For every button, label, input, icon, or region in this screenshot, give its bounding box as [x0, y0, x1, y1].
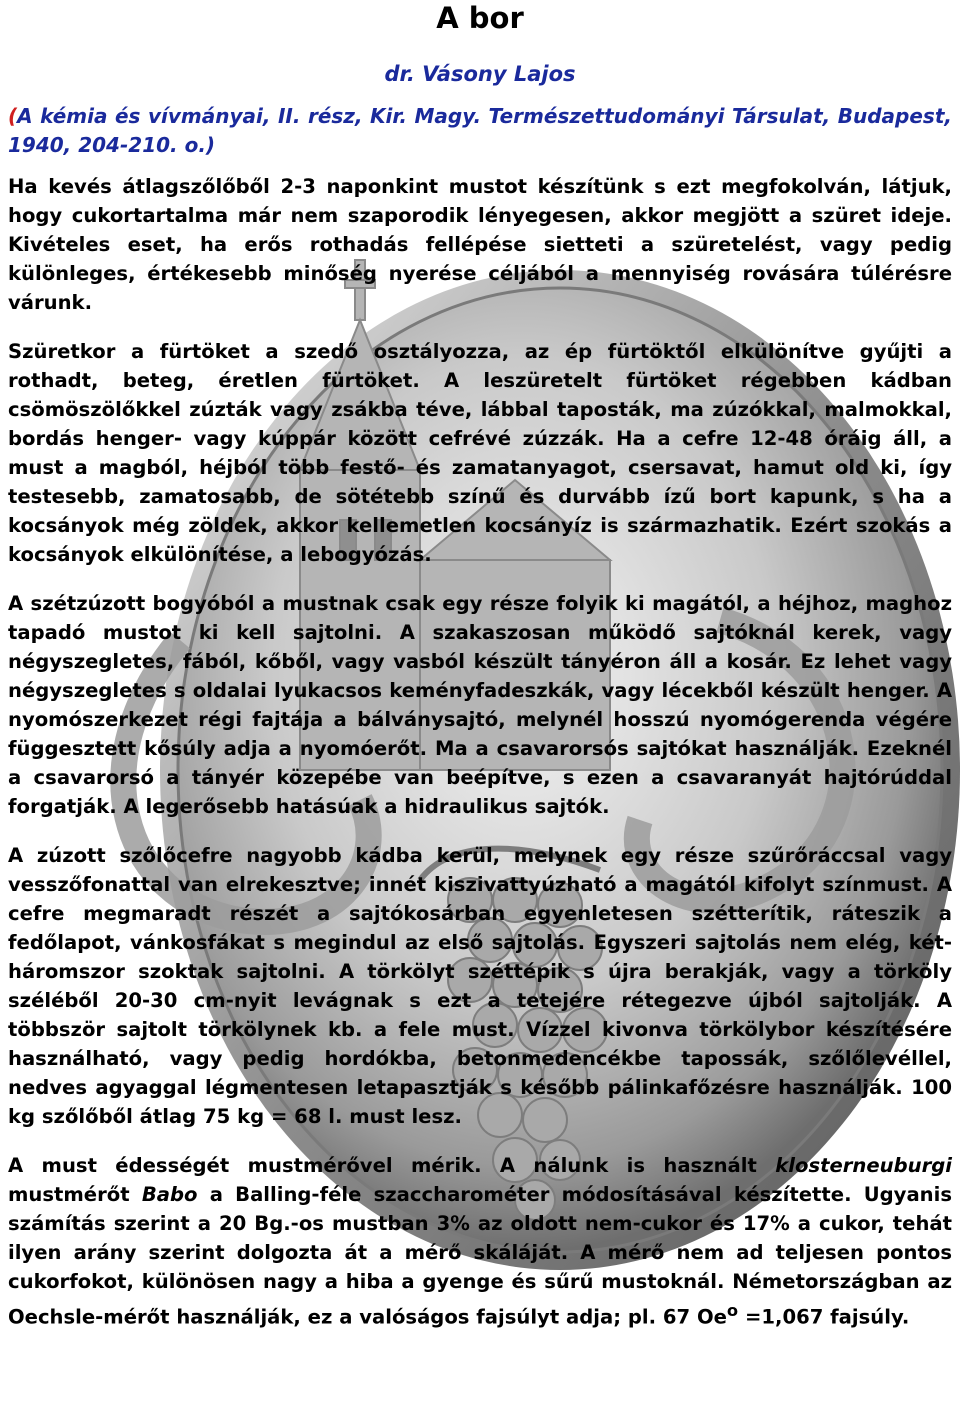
must-text-2: mustmérőt: [8, 1183, 142, 1206]
degree-superscript: o: [726, 1301, 739, 1320]
must-italic-2: Babo: [141, 1183, 198, 1206]
must-text-3: a Balling-féle szaccharométer módosításával készítette. Ugyanis számítás szerint a 20 Bg.-os mustban 3% az oldott nem-cukor és 17% a cukor, tehát ilyen arány szerint dolgozta át a mérő skáláját. A mérő nem ad teljesen pontos cukorfokot, különösen nagy a hiba a gyenge és sűrű mustoknál. Németországban az Oechsle-mérőt használják, ez a valóságos fajsúlyt adja; pl. 67 Oe: [8, 1183, 952, 1329]
paragraph-must-measurement: [8, 1151, 952, 1332]
must-italic-1: klosterneuburgi: [775, 1154, 952, 1177]
author: dr. Vásony Lajos: [384, 62, 576, 86]
citation-text: A kémia és vívmányai, II. rész, Kir. Magy. Természettudományi Társulat, Budapest, 1940, 204-210. o.): [8, 104, 952, 157]
must-text-1: A must édességét mustmérővel mérik. A nálunk is használt: [8, 1154, 776, 1177]
paragraph-pressing-process: A zúzott szőlőcefre nagyobb kádba kerül, melynek egy része szűrőráccsal vagy vesszőfonattal van elrekesztve; innét kiszivattyúzható a magától kifolyt színmust. A cefre megmaradt részét a sajtókosárban egyenletesen szétterítik, ráteszik a fedőlapot, vánkosfákat s megindul az első sajtolás. Egyszeri sajtolás nem elég, két-háromszor szoktak sajtolni. A törkölyt széttépik s újra berakják, vagy a törköly széléből 20-30 cm-nyit levágnak s ezt a tetejére rétegezve újból sajtolják. A többször sajtolt törkölynek kb. a fele must. Vízzel kivonva törkölybor készítésére használható, vagy pedig hordókba, betonmedencékbe tapossák, szőlőlevéllel, nedves agyaggal légmentesen letapasztják s később pálinkafőzésre használják. 100 kg szőlőből átlag 75 kg = 68 l. must lesz.: [8, 844, 952, 1128]
must-text-4: =1,067 fajsúly.: [738, 1305, 910, 1329]
paragraph-harvest-time: Ha kevés átlagszőlőből 2-3 naponkint mustot készítünk s ezt megfokolván, látjuk, hogy cukortartalma már nem szaporodik lényegesen, akkor megjött a szüret ideje. Kivételes eset, ha erős rothadás fellépése sietteti a szüretelést, vagy pedig különleges, értékesebb minőség nyerése céljából a mennyiség rovására túlérésre várunk.: [8, 175, 952, 314]
source-citation: [8, 102, 952, 160]
paragraph-pressing: A szétzúzott bogyóból a mustnak csak egy része folyik ki magától, a héjhoz, maghoz tapadó mustot ki kell sajtolni. A szakaszosan működő sajtóknál kerek, vagy négyszegletes, fából, kőből, vagy vasból készült tányéron áll a kosár. Ez lehet vagy négyszegletes s oldalai lyukacsos keményfadeszkák, vagy lécekből készült henger. A nyomószerkezet régi fajtája a bálványsajtó, melynél hosszú nyomógerenda végére függesztett kősúly adja a nyomóerőt. Ma a csavarorsós sajtókat használják. Ezeknél a csavarorsó a tányér közepébe van beépítve, s ezen a csavaranyát hajtórúddal forgatják. A legerősebb hatásúak a hidraulikus sajtók.: [8, 592, 952, 818]
citation-open-paren: (: [8, 104, 18, 128]
paragraph-harvest-sorting: Szüretkor a fürtöket a szedő osztályozza, az ép fürtöktől elkülönítve gyűjti a rothadt, beteg, éretlen fürtöket. A leszüretelt fürtöket régebben kádban csömöszölőkkel zúzták vagy zsákba téve, lábbal taposták, ma zúzókkal, malmokkal, bordás henger- vagy kúppár között cefrévé zúzzák. Ha a cefre 12-48 óráig áll, a must a magból, héjból több festő- és zamatanyagot, csersavat, hamut old ki, így testesebb, zamatosabb, de sötétebb színű és durvább ízű bort kapunk, s ha a kocsányok még zöldek, akkor kellemetlen kocsányíz is származhatik. Ezért szokás a kocsányok elkülönítése, a lebogyózás.: [8, 340, 952, 566]
document-title: A bor: [436, 1, 524, 35]
